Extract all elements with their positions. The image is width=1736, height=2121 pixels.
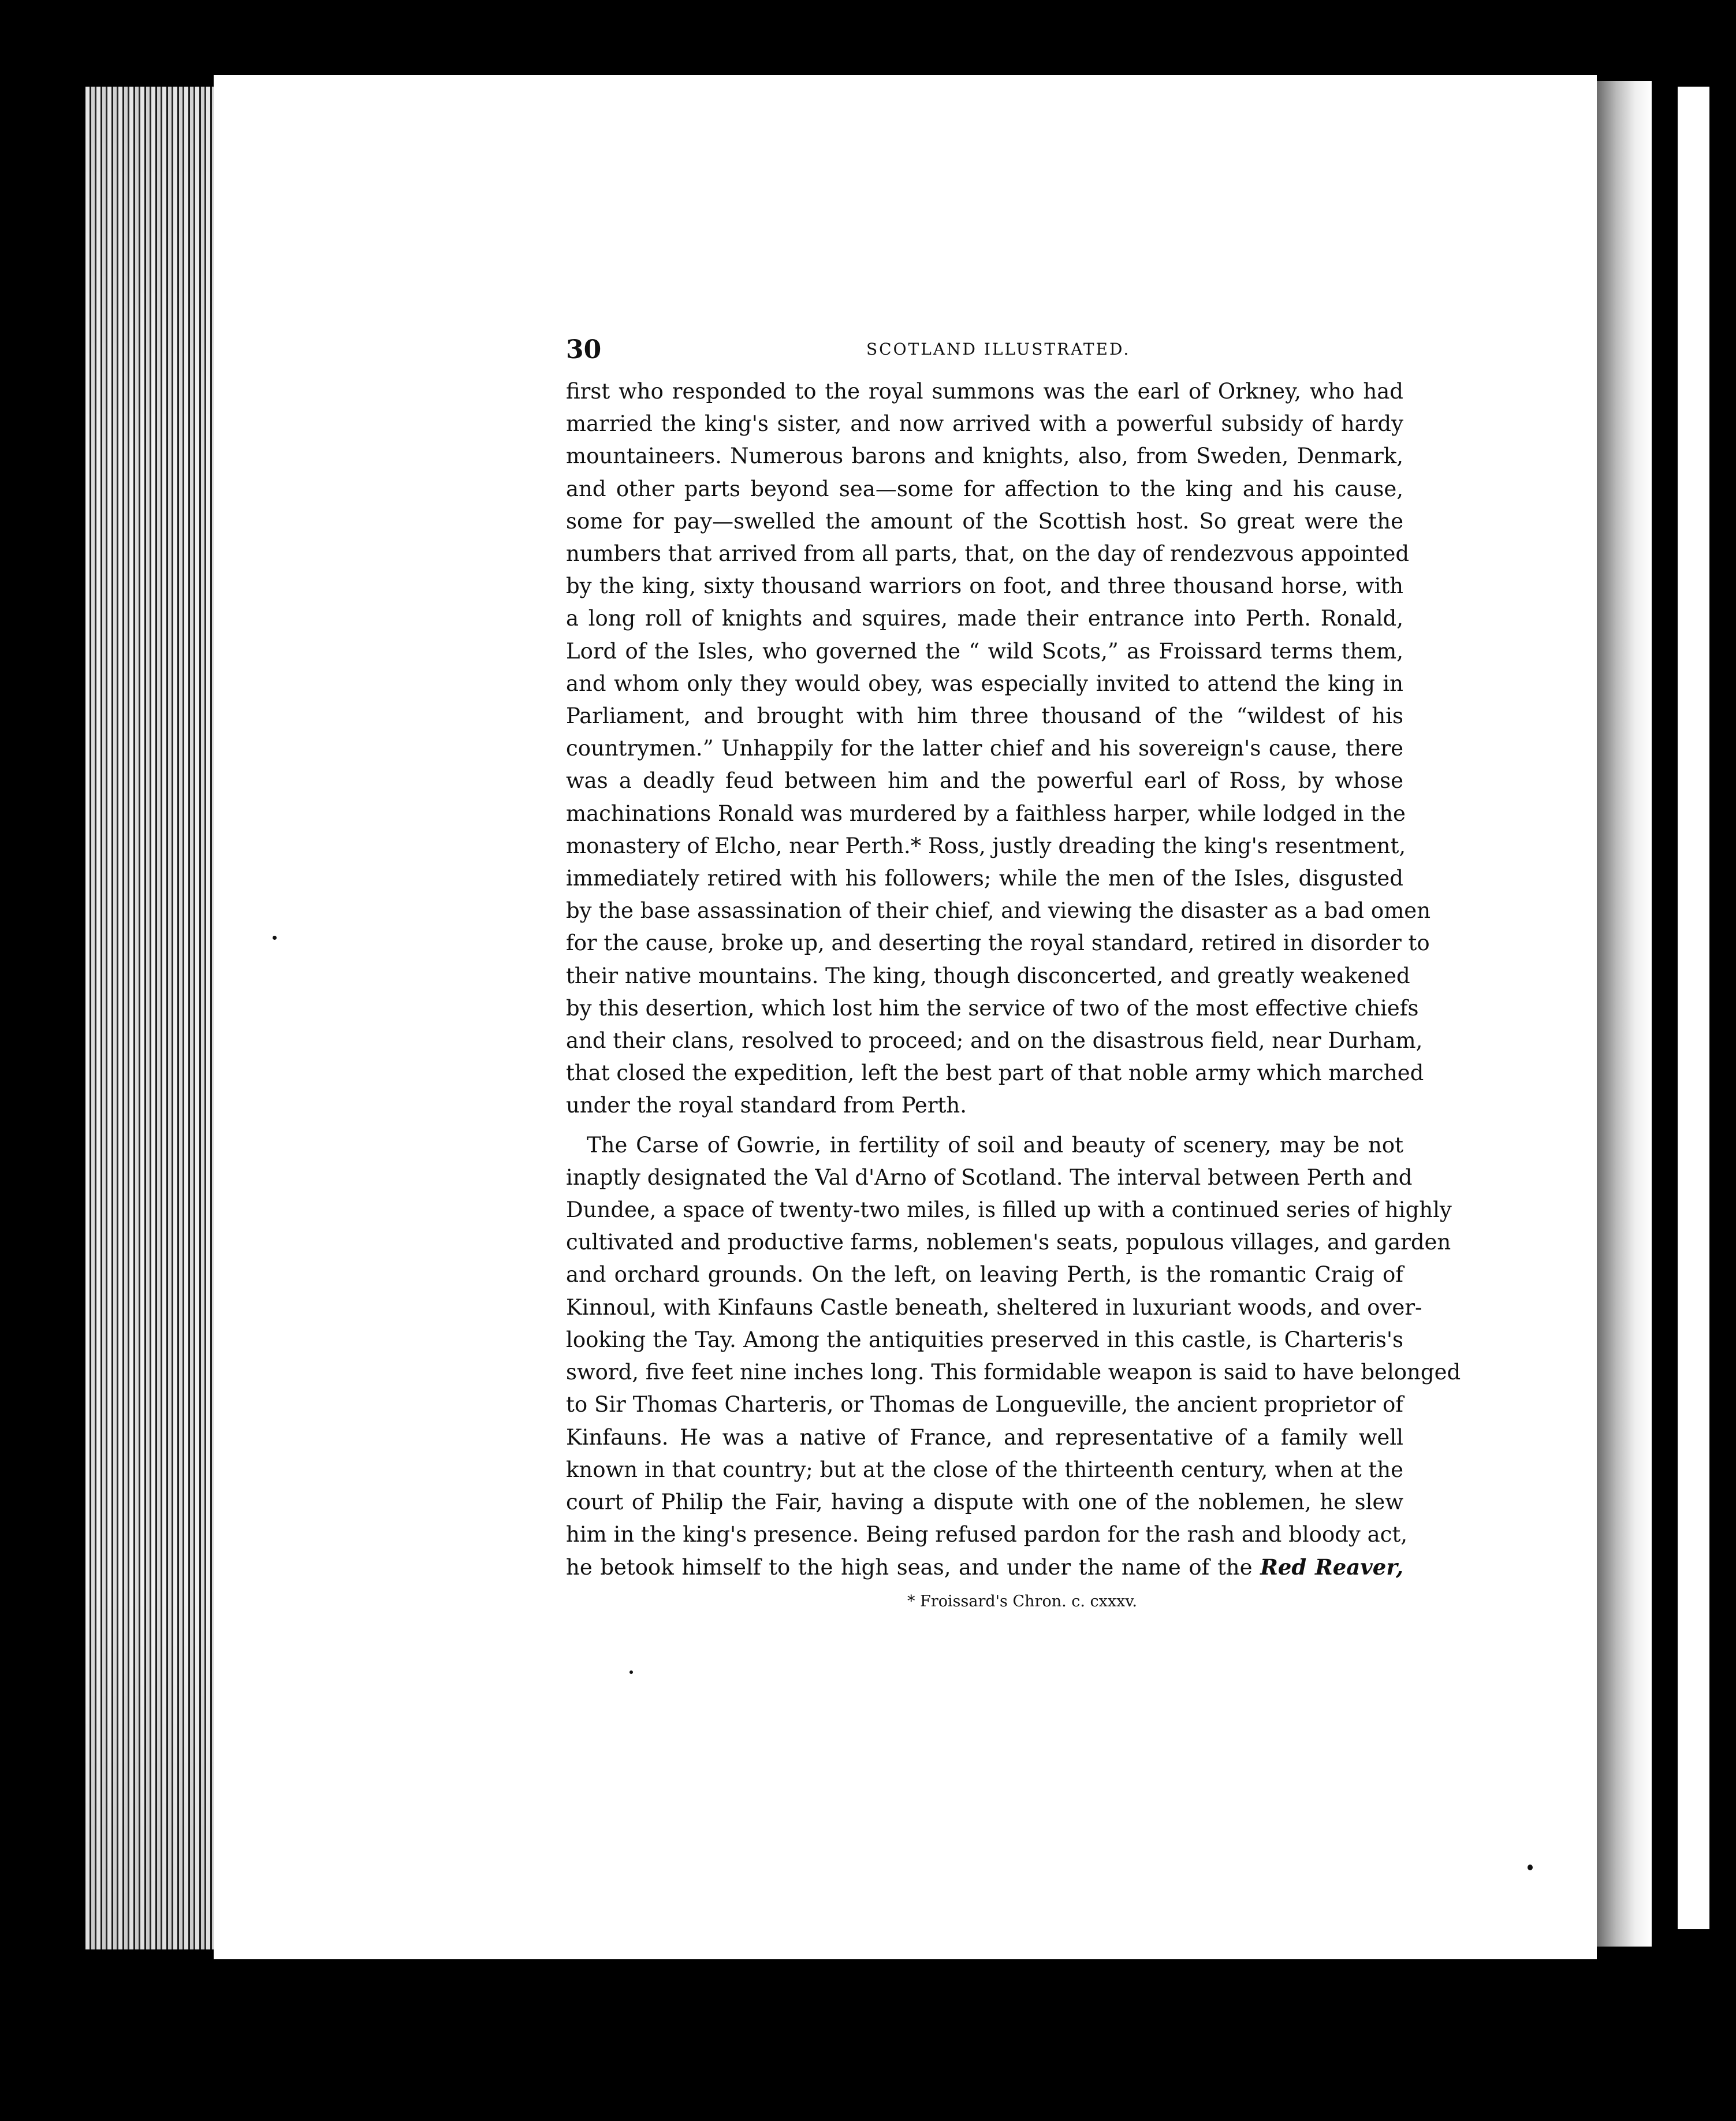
text-line: by this desertion, which lost him the service of two of the most effective chiefs	[566, 995, 1419, 1021]
text-line: court of Philip the Fair, having a dispute with one of the noblemen, he slew	[566, 1489, 1403, 1515]
text-line: known in that country; but at the close of the thirteenth century, when at the	[566, 1457, 1403, 1482]
text-line: their native mountains. The king, though disconcerted, and greatly weakened	[566, 963, 1410, 988]
facing-page-strip	[1678, 87, 1709, 1929]
text-line: mountaineers. Numerous barons and knights, also, from Sweden, Denmark,	[566, 444, 1403, 469]
text-line: to Sir Thomas Charteris, or Thomas de Longueville, the ancient proprietor of	[566, 1392, 1403, 1417]
page-number: 30	[566, 335, 602, 364]
running-head	[566, 335, 1403, 375]
scan-speck	[1528, 1865, 1533, 1870]
text-line: machinations Ronald was murdered by a faithless harper, while lodged in the	[566, 801, 1406, 826]
text-line: cultivated and productive farms, noblemen's seats, populous villages, and garden	[566, 1230, 1451, 1255]
text-line: that closed the expedition, left the best part of that noble army which marched	[566, 1060, 1424, 1086]
text-line: first who responded to the royal summons was the earl of Orkney, who had	[566, 379, 1403, 404]
book-page-edges	[85, 87, 218, 1949]
text-line: sword, five feet nine inches long. This formidable weapon is said to have belonged	[566, 1360, 1461, 1385]
text-line: under the royal standard from Perth.	[566, 1093, 967, 1118]
text-line: The Carse of Gowrie, in fertility of soil and beauty of scenery, may be not	[587, 1132, 1403, 1158]
text-line: was a deadly feud between him and the powerful earl of Ross, by whose	[566, 768, 1403, 794]
text-line: him in the king's presence. Being refused pardon for the rash and bloody act,	[566, 1522, 1407, 1547]
text-line: Parliament, and brought with him three thousand of the “wildest of his	[566, 704, 1403, 729]
scan-speck	[629, 1670, 633, 1674]
text-line: monastery of Elcho, near Perth.* Ross, justly dreading the king's resentment,	[566, 833, 1406, 858]
text-line: and other parts beyond sea—some for affection to the king and his cause,	[566, 476, 1403, 501]
text-line: Kinfauns. He was a native of France, and representative of a family well	[566, 1424, 1403, 1450]
text-line: a long roll of knights and squires, made their entrance into Perth. Ronald,	[566, 606, 1403, 631]
text-line: by the king, sixty thousand warriors on foot, and three thousand horse, with	[566, 574, 1403, 599]
text-line: inaptly designated the Val d'Arno of Scotland. The interval between Perth and	[566, 1164, 1413, 1190]
footnote: * Froissard's Chron. c. cxxxv.	[907, 1592, 1137, 1610]
italic-phrase: Red Reaver,	[1260, 1554, 1403, 1580]
text-line: and whom only they would obey, was especially invited to attend the king in	[566, 671, 1403, 696]
text-line: numbers that arrived from all parts, that, on the day of rendezvous appointed	[566, 541, 1410, 567]
text-line: Lord of the Isles, who governed the “ wild Scots,” as Froissard terms them,	[566, 638, 1403, 664]
paragraph-2	[566, 1129, 1461, 1584]
text-line: and their clans, resolved to proceed; and on the disastrous field, near Durham,	[566, 1028, 1423, 1054]
text-line: Kinnoul, with Kinfauns Castle beneath, sheltered in luxuriant woods, and over-	[566, 1294, 1422, 1320]
text-line: he betook himself to the high seas, and under the name of the Red Reaver,	[566, 1554, 1403, 1580]
text-line: looking the Tay. Among the antiquities preserved in this castle, is Charteris's	[566, 1327, 1403, 1352]
running-title: SCOTLAND ILLUSTRATED.	[866, 340, 1131, 359]
text-line: by the base assassination of their chief, and viewing the disaster as a bad omen	[566, 898, 1431, 924]
page-text	[566, 335, 1461, 1610]
paragraph-1	[566, 375, 1431, 1122]
text-line: for the cause, broke up, and deserting the royal standard, retired in disorder to	[566, 931, 1430, 956]
text-line: immediately retired with his followers; while the men of the Isles, disgusted	[566, 866, 1403, 891]
text-line: Dundee, a space of twenty-two miles, is filled up with a continued series of highly	[566, 1197, 1452, 1223]
text-line: countrymen.” Unhappily for the latter chief and his sovereign's cause, there	[566, 736, 1403, 761]
book-gutter	[1597, 81, 1652, 1947]
text-line: married the king's sister, and now arrived with a powerful subsidy of hardy	[566, 411, 1403, 437]
text-line: some for pay—swelled the amount of the Scottish host. So great were the	[566, 508, 1403, 534]
scan-speck	[273, 936, 277, 940]
text-line: and orchard grounds. On the left, on leaving Perth, is the romantic Craig of	[566, 1262, 1403, 1288]
